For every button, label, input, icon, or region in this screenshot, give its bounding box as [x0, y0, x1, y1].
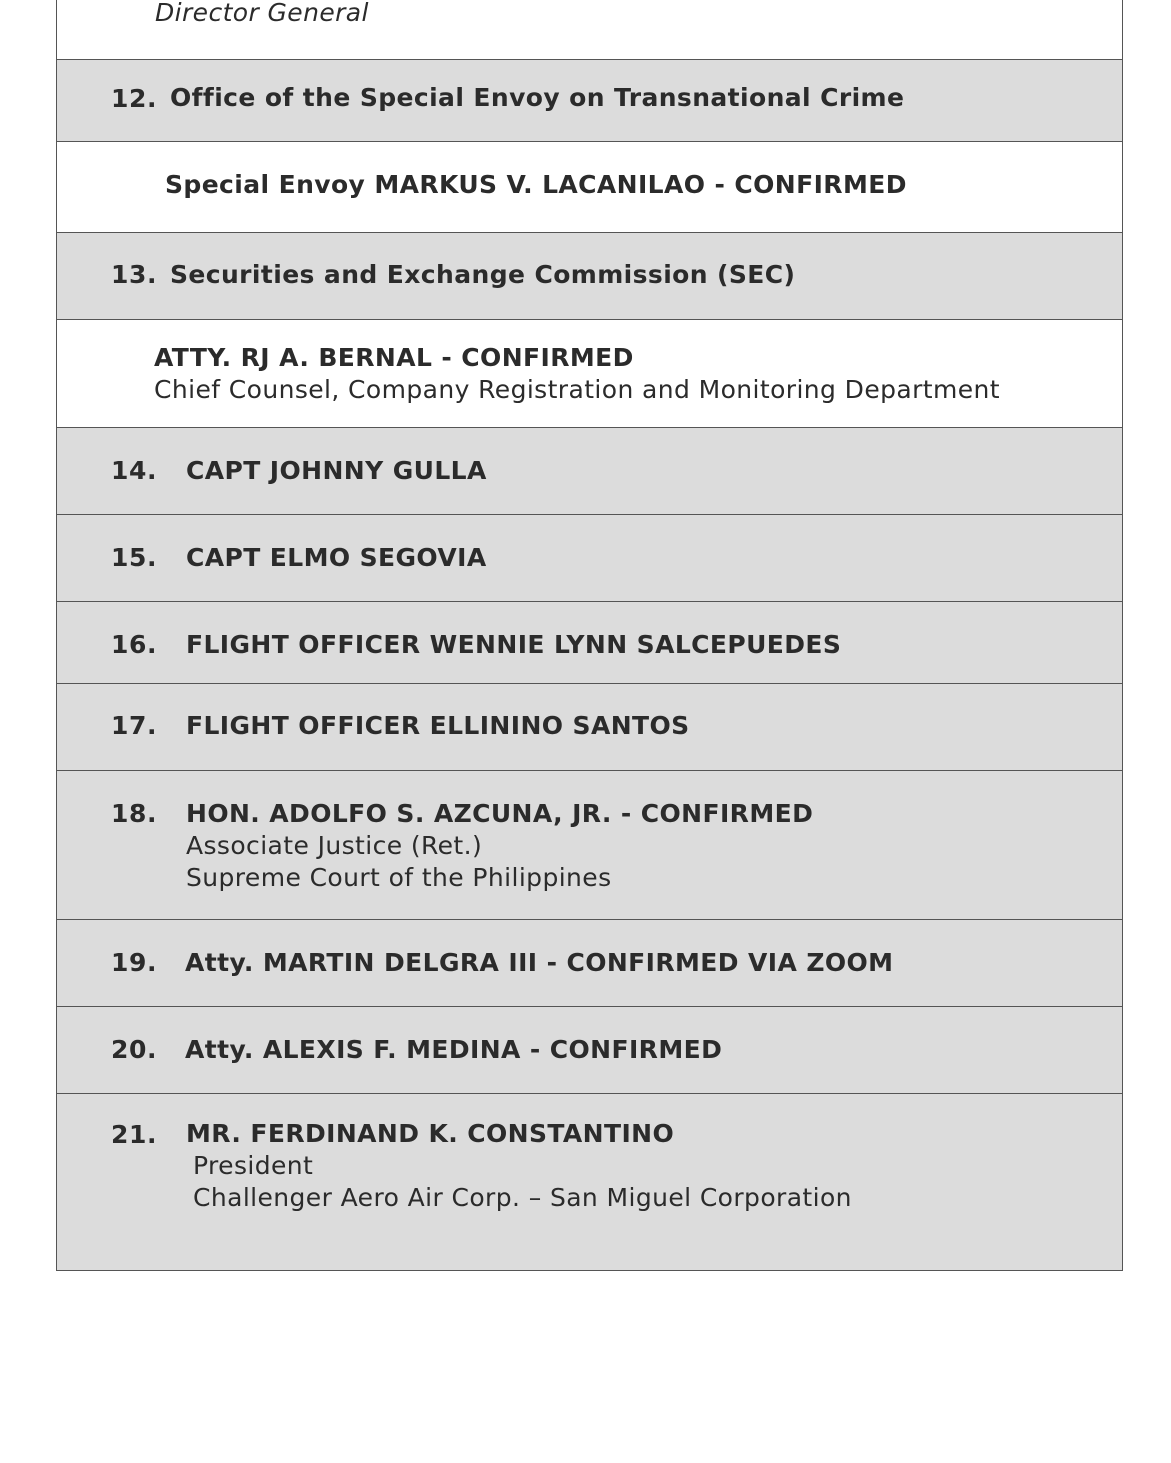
- attendee-organization: Challenger Aero Air Corp. – San Miguel Corporation: [193, 1183, 852, 1212]
- attendee-position: Associate Justice (Ret.): [186, 831, 483, 860]
- attendee-name: Atty. ALEXIS F. MEDINA - CONFIRMED: [185, 1035, 723, 1064]
- attendee-name: CAPT JOHNNY GULLA: [186, 456, 487, 485]
- table-row-special-envoy: [57, 142, 1122, 233]
- table-row-sec-attendee: [57, 320, 1122, 428]
- table-row-21: [57, 1094, 1122, 1270]
- attendee-position: Chief Counsel, Company Registration and Monitoring Department: [154, 375, 1000, 404]
- attendee-name: ATTY. RJ A. BERNAL - CONFIRMED: [154, 343, 634, 372]
- attendee-name: MR. FERDINAND K. CONSTANTINO: [186, 1119, 675, 1148]
- table-row-18: [57, 771, 1122, 920]
- table-row-15: [57, 515, 1122, 602]
- attendee-position: President: [193, 1151, 314, 1180]
- attendee-name: Atty. MARTIN DELGRA III - CONFIRMED VIA ZOOM: [185, 948, 894, 977]
- table-row-13: [57, 233, 1122, 320]
- row-number: 18.: [111, 799, 158, 828]
- organization-title: Securities and Exchange Commission (SEC): [170, 260, 796, 289]
- attendee-organization: Supreme Court of the Philippines: [186, 863, 612, 892]
- director-general-text: Director General: [155, 0, 369, 27]
- row-number: 12.: [111, 84, 158, 113]
- attendee-name: FLIGHT OFFICER WENNIE LYNN SALCEPUEDES: [186, 630, 842, 659]
- row-number: 17.: [111, 711, 158, 740]
- table-row-14: [57, 428, 1122, 515]
- row-number: 19.: [111, 948, 158, 977]
- row-number: 16.: [111, 630, 158, 659]
- row-number: 20.: [111, 1035, 158, 1064]
- attendee-table: [56, 0, 1123, 1271]
- table-row-16: [57, 602, 1122, 684]
- table-row-20: [57, 1007, 1122, 1094]
- table-row-19: [57, 920, 1122, 1007]
- row-number: 13.: [111, 260, 158, 289]
- row-number: 14.: [111, 456, 158, 485]
- attendee-name: Special Envoy MARKUS V. LACANILAO - CONFIRMED: [165, 170, 907, 199]
- table-row-director-general: [57, 0, 1122, 60]
- attendee-name: FLIGHT OFFICER ELLININO SANTOS: [186, 711, 690, 740]
- row-number: 21.: [111, 1120, 158, 1149]
- organization-title: Office of the Special Envoy on Transnational Crime: [170, 83, 905, 112]
- table-row-17: [57, 684, 1122, 771]
- attendee-name: CAPT ELMO SEGOVIA: [186, 543, 487, 572]
- row-number: 15.: [111, 543, 158, 572]
- attendee-name: HON. ADOLFO S. AZCUNA, JR. - CONFIRMED: [186, 799, 814, 828]
- table-row-12: [57, 60, 1122, 142]
